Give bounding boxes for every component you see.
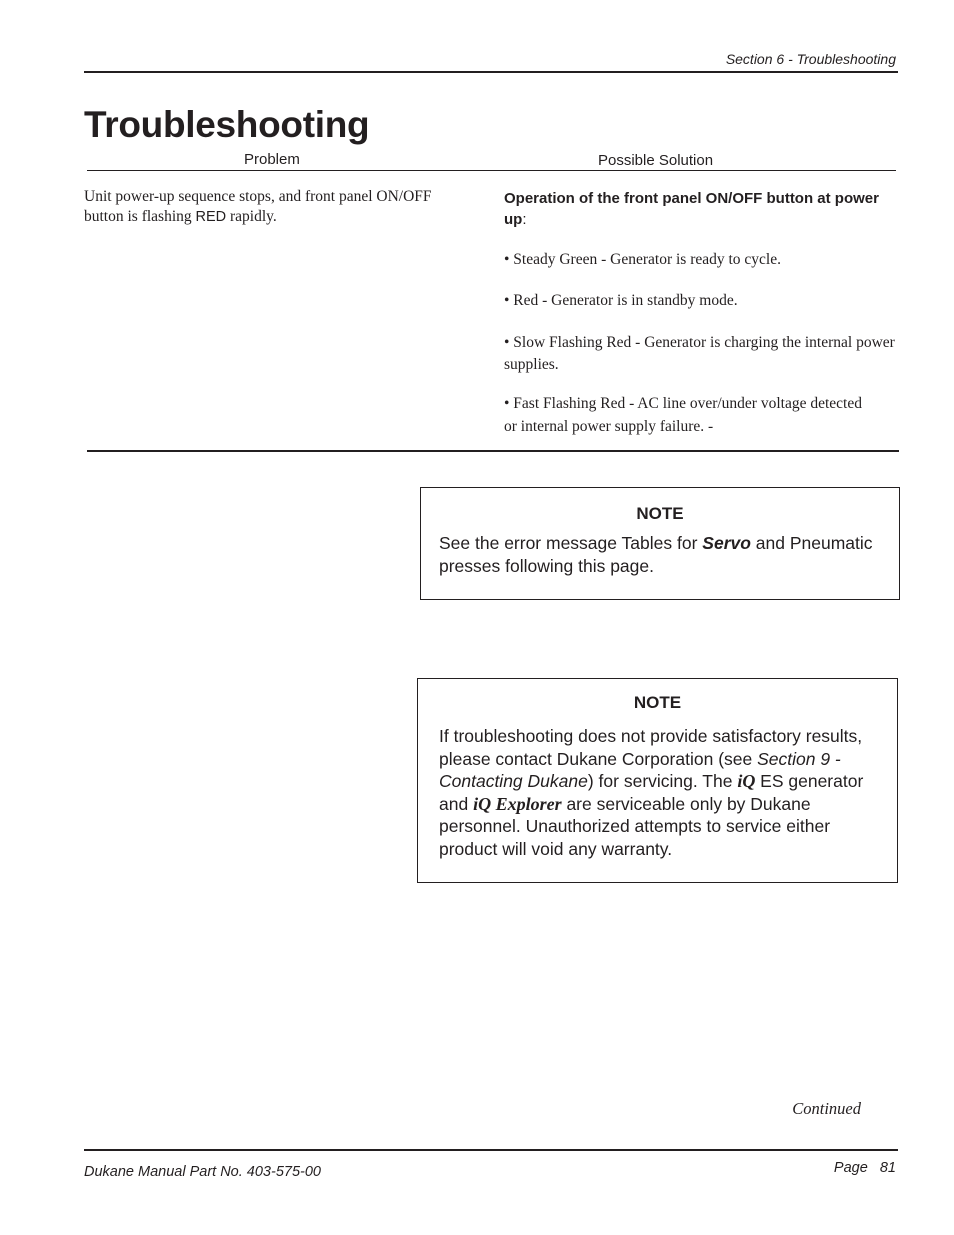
solution-bullet-slow-flashing-red: • Slow Flashing Red - Generator is charging the internal power supplies. [504,334,895,373]
note-text: are serviceable only by Dukane personnel. Unauthorized attempts to service either product will void any warranty. [439,793,831,859]
note-text: and Pneumatic presses following this page. [439,533,873,576]
problem-text-end: rapidly. [226,208,277,225]
problem-text-start: Unit power-up sequence stops, and front panel ON/OFF button is flashing [84,188,432,225]
problem-column-header: Problem [244,151,300,168]
solution-heading-text: Operation of the front panel ON/OFF button at power up [504,190,879,228]
continued-label: Continued [792,1099,861,1118]
note-body [439,532,891,577]
page-title: Troubleshooting [84,104,370,145]
solution-column-header: Possible Solution [598,152,714,169]
problem-description [84,187,474,227]
note-servo-emphasis: Servo [702,533,751,553]
note-box-error-tables [420,487,900,600]
iq-brand: iQ [737,771,756,791]
solution-bullet-red: • Red - Generator is in standby mode. [504,292,738,309]
header-rule [84,71,898,73]
solution-heading-colon: : [522,211,527,228]
solution-cell [504,188,898,435]
footer-manual-number: Dukane Manual Part No. 403-575-00 [84,1164,321,1180]
section-reference: Section 9 - Contacting Dukane [439,748,841,791]
note-title: NOTE [636,504,684,523]
table-bottom-rule [87,450,899,452]
note-text: If troubleshooting does not provide satisfactory results, please contact Dukane Corporation (see [439,726,863,769]
note-text: See the error message Tables for [439,533,703,553]
note-title: NOTE [633,693,682,712]
note-box-service [417,678,898,883]
note-text: ES generator and [439,771,864,814]
footer-rule [84,1149,898,1151]
note-text: ) for servicing. The [587,771,738,791]
solution-heading [504,188,898,230]
solution-bullet-fast-flashing-red: • Fast Flashing Red - AC line over/under voltage detected or internal power supply failure. - [504,395,862,435]
section-header: Section 6 - Troubleshooting [725,51,896,67]
solution-bullet-steady-green: • Steady Green - Generator is ready to cycle. [504,251,781,268]
table-header-rule [87,170,896,171]
iq-explorer-brand: iQ Explorer [473,793,562,814]
note-body [439,725,879,860]
footer-page-number: Page 81 [833,1160,896,1176]
problem-red-word: RED [195,209,227,225]
